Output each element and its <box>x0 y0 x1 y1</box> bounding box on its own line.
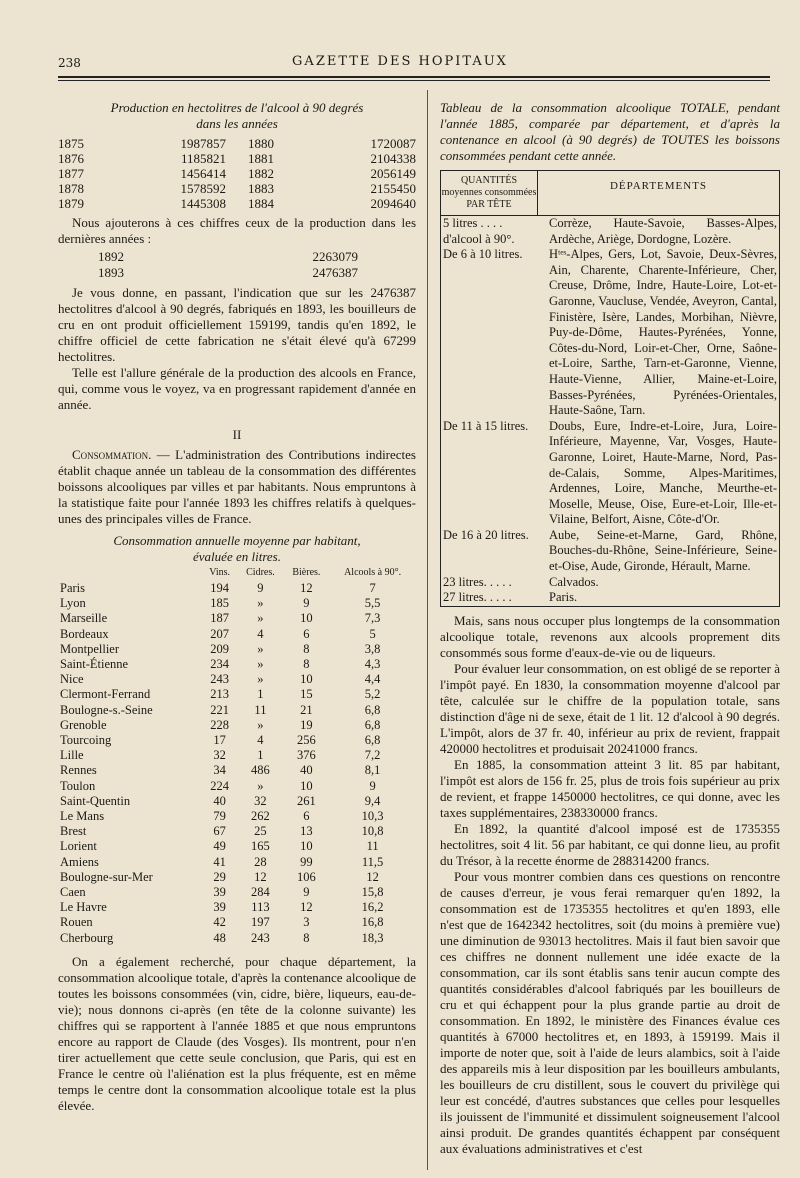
consumption-value: 10,8 <box>361 824 384 839</box>
quantity-header-3: PAR TÊTE <box>466 199 512 210</box>
table-row <box>58 596 416 611</box>
consumption-value: 12 <box>300 581 313 595</box>
table-row <box>58 687 416 702</box>
consumption-value: 39 <box>213 900 226 915</box>
consumption-value: 194 <box>210 581 229 595</box>
consumption-value: » <box>257 657 264 672</box>
production-subtitle: dans les années <box>196 116 278 131</box>
consumption-value: 10 <box>300 778 313 793</box>
paragraph-montrer: Pour vous montrer combien dans ces questions on rencontre de causes d'erreur, je vous ferai remarquer qu'en 1892, la consommation est de 1735355 hectolitres et qu'en 1893, elle n'est que de 1642342 hectolitres, soit (du moins à première vue) une diminution de 93013 hectolitres. Mais il faut bien savoir que ces chiffres ne donnent nullement une idée exacte de la consommation, car ils sont établis sans tenir aucun compte des quantités considérables d'alcool fabriqués par les bouilleurs de cru et qui échappent pour la plus grande partie au droit de consommation. En 1892, le ministère des Finances évalue ces quantités à 67000 hectolitres et, en 1893, à 159199. Mais il importe de noter que, soit à l'aide de leurs alambics, soit à l'aide des appareils mis à leur disposition par les bouilleurs ambulants, les bouilleurs de cru distillent, sous le couvert du privilège qui leur est concédé, d'autres substances que celles pour lesquelles ils jouissent de l'immunité et dissimulent soigneusement l'alcool ainsi produit. De grandes quantités échappent par conséquent aux évaluations administratives et c'est <box>440 868 780 1156</box>
consumption-value: 11 <box>366 839 379 854</box>
consumption-value: 1 <box>257 748 264 763</box>
production-cell-left <box>58 196 226 211</box>
consumption-value: 32 <box>213 748 226 763</box>
paragraph-1885: En 1885, la consommation atteint 3 lit. 85 par habitant, l'impôt est alors de 156 fr. 25, plus de trois fois supérieur au prix de revient, et frappe 1450000 hectolitres, ce qui donne, avec les taxes supplémentaires, 238330000 francs. <box>440 756 780 820</box>
consumption-value: 284 <box>251 885 270 900</box>
department-row <box>441 590 779 606</box>
consumption-value: 9 <box>303 885 310 900</box>
production-year: 1881 <box>248 151 274 166</box>
consumption-value: 221 <box>210 702 229 717</box>
production-table <box>58 136 416 211</box>
quantity-header <box>441 171 538 215</box>
paragraph-vous-donne: Je vous donne, en passant, l'indication que sur les 2476387 hectolitres d'alcool à 90 degrés, fabriqués en 1893, les bouilleurs de cru en ont produit officiellement 159199, tandis qu'en 1892, le chiffre officiel de cette fabrication ne s'était élevé qu'à 67299 hectolitres. <box>58 285 416 364</box>
right-column <box>440 100 780 1157</box>
consumption-value: 8,1 <box>364 763 381 778</box>
consumption-value: 17 <box>213 733 226 748</box>
consumption-value: 185 <box>210 596 229 611</box>
consumption-table-header <box>58 565 416 581</box>
consumption-value: 10 <box>300 839 313 854</box>
consumption-value: 10 <box>300 672 313 687</box>
paragraph-mais: Mais, sans nous occuper plus longtemps de la consommation alcoolique totale, revenons aux alcools proprement dits consommés sous forme d'eaux-de-vie ou de liqueurs. <box>440 612 780 660</box>
city-name: Saint-Étienne <box>60 657 129 672</box>
production-value: 1445308 <box>180 196 226 211</box>
city-name: Rennes <box>60 763 97 778</box>
consumption-value: 12 <box>366 869 379 884</box>
production-cell-right <box>248 166 416 181</box>
consumption-value: 376 <box>297 748 316 763</box>
quantity-cell: 5 litres . . . . d'alcool à 90°. <box>443 216 515 246</box>
consumption-value: 10 <box>300 611 313 626</box>
quantity-cell: 23 litres. . . . . <box>443 574 512 589</box>
production-value: 1578592 <box>180 181 226 196</box>
consumption-value: 12 <box>300 900 313 915</box>
city-name: Amiens <box>60 854 99 869</box>
city-name: Le Mans <box>60 809 105 824</box>
consumption-value: 9,4 <box>364 793 381 808</box>
consumption-value: 4 <box>257 733 264 748</box>
consumption-value: 15 <box>300 687 313 702</box>
production-title: Production en hectolitres de l'alcool à 90 degrés <box>110 100 364 115</box>
consumption-value: 7,3 <box>364 611 381 626</box>
table-row <box>58 824 416 839</box>
header-bieres: Bières. <box>292 567 321 578</box>
city-name: Marseille <box>60 611 108 626</box>
production-cell-left <box>58 151 226 166</box>
city-name: Saint-Quentin <box>60 793 131 808</box>
city-name: Boulogne-sur-Mer <box>60 869 153 884</box>
city-name: Paris <box>60 581 85 595</box>
consumption-value: 67 <box>213 824 226 839</box>
table-row <box>58 900 416 915</box>
consumption-value: 261 <box>297 793 316 808</box>
department-row <box>441 528 779 575</box>
city-name: Boulogne-s.-Seine <box>60 702 153 717</box>
departments-cell: Calvados. <box>549 574 599 589</box>
production-value: 1720087 <box>370 136 416 151</box>
consumption-value: 243 <box>251 930 270 945</box>
city-name: Lorient <box>60 839 97 854</box>
quantity-cell: De 6 à 10 litres. <box>443 247 523 262</box>
table-row <box>58 718 416 733</box>
production-cell-left <box>58 166 226 181</box>
production-year: 1878 <box>58 181 84 196</box>
department-table-body <box>441 216 779 606</box>
consumption-value: 197 <box>251 915 270 930</box>
departments-cell: Corrèze, Haute-Savoie, Basses-Alpes, Ardèche, Ariège, Dordogne, Lozère. <box>549 216 777 246</box>
city-name: Brest <box>60 824 87 839</box>
city-name: Lille <box>60 748 84 763</box>
consumption-value: 21 <box>300 702 313 717</box>
table-row <box>58 794 416 809</box>
consumption-value: 1 <box>257 687 264 702</box>
consumption-value: 262 <box>251 809 270 824</box>
paragraph-ajouterons: Nous ajouterons à ces chiffres ceux de la production dans les dernières années : <box>58 215 416 246</box>
production-value: 2155450 <box>370 181 416 196</box>
table-row <box>58 915 416 930</box>
production-year: 1876 <box>58 151 84 166</box>
consumption-value: 40 <box>213 793 226 808</box>
production-value: 2056149 <box>370 166 416 181</box>
production-cell-left <box>58 181 226 196</box>
production-row <box>58 166 416 181</box>
production-year: 1883 <box>248 181 274 196</box>
table-row <box>58 672 416 687</box>
page-header <box>58 52 742 74</box>
consumption-value: 34 <box>213 763 226 778</box>
consumption-value: 5,5 <box>364 596 381 611</box>
consumption-value: 9 <box>369 778 376 793</box>
consumption-value: » <box>257 641 264 656</box>
city-name: Montpellier <box>60 641 120 656</box>
quantity-cell: 27 litres. . . . . <box>443 590 512 605</box>
consumption-value: 39 <box>213 885 226 900</box>
production-year: 1879 <box>58 196 84 211</box>
production-row <box>58 181 416 196</box>
consumption-value: 16,2 <box>361 900 384 915</box>
city-name: Tourcoing <box>60 733 112 748</box>
consumption-value: 7 <box>369 581 376 595</box>
department-row <box>441 419 779 528</box>
recent-value: 2263079 <box>312 249 358 264</box>
departments-header: DÉPARTEMENTS <box>609 180 708 192</box>
consumption-value: 29 <box>213 869 226 884</box>
table-row <box>58 642 416 657</box>
consumption-value: 42 <box>213 915 226 930</box>
consumption-value: 6 <box>303 809 310 824</box>
city-name: Le Havre <box>60 900 107 915</box>
table-row <box>58 581 416 596</box>
production-cell-left <box>58 136 226 151</box>
consumption-table-title: Consommation annuelle moyenne par habitant, <box>113 533 361 548</box>
city-name: Bordeaux <box>60 626 109 641</box>
table-row <box>58 870 416 885</box>
paragraph-evaluer: Pour évaluer leur consommation, on est obligé de se reporter à l'impôt payé. En 1830, la consommation moyenne d'alcool par tête, calculée sur le chiffre de la population totale, sans distinction d'âge ni de sexe, était de 1 lit. 12 d'alcool à 90 degrés. L'impôt, alors de 37 fr. 40, inférieur au prix de revient, frappait 420000 hectolitres et produisait 20241000 francs. <box>440 660 780 756</box>
city-name: Cherbourg <box>60 930 114 945</box>
production-row <box>58 136 416 151</box>
consumption-value: 224 <box>210 778 229 793</box>
consumption-value: » <box>257 611 264 626</box>
department-row <box>441 575 779 591</box>
consommation-lead: Consommation. <box>72 447 152 462</box>
consumption-value: 49 <box>213 839 226 854</box>
consumption-value: 99 <box>300 854 313 869</box>
table-row <box>58 779 416 794</box>
consumption-value: 8 <box>303 657 310 672</box>
consumption-value: 32 <box>254 793 267 808</box>
paragraph-recherche: On a également recherché, pour chaque département, la consommation alcoolique totale, d'après la contenance alcoolique de toutes les boissons consommées (vin, cidre, bière, liqueurs, eau-de-vie); nous donnons ci-après (en tête de la colonne suivante) les chiffres qui se rapportent à l'année 1885 et que nous empruntons encore au rapport de Claude (des Vosges). Ils montrent, pour n'en tirer actuellement que cette seule conclusion, que Paris, qui est en France le centre où l'aliénation est la plus fréquente, est en même temps le centre dont la consommation alcoolique totale est la plus élevée. <box>58 953 416 1113</box>
quantity-header-1: QUANTITÉS <box>460 175 518 186</box>
recent-production-table <box>58 249 416 281</box>
city-name: Rouen <box>60 915 93 930</box>
consumption-value: 15,8 <box>361 885 384 900</box>
consumption-value: 12 <box>254 869 267 884</box>
consumption-value: 11 <box>254 702 267 717</box>
consumption-value: 106 <box>297 869 316 884</box>
department-row <box>441 247 779 419</box>
city-name: Nice <box>60 672 84 687</box>
consumption-value: 6,8 <box>364 717 381 732</box>
departments-cell: Doubs, Eure, Indre-et-Loire, Jura, Loire-Inférieure, Mayenne, Var, Vosges, Haute-Garonne, Loiret, Haute-Marne, Nord, Pas-de-Calais, Somme, Alpes-Maritimes, Ardennes, Loire, Manche, Meurthe-et-Moselle, Meuse, Oise, Eure-et-Loir, Ille-et-Vilaine, Belfort, Aisne, Côte-d'Or. <box>549 418 777 527</box>
table-row <box>58 931 416 946</box>
consumption-value: 13 <box>300 824 313 839</box>
consumption-value: 40 <box>300 763 313 778</box>
header-alcools: Alcools à 90°. <box>344 567 402 578</box>
table-row <box>58 611 416 626</box>
header-city <box>58 565 202 581</box>
consumption-value: 3,8 <box>364 641 381 656</box>
paragraph-1892: En 1892, la quantité d'alcool imposé est de 1735355 hectolitres, soit 4 lit. 56 par habitant, ce qui donne lieu, au profit du Trésor, à la recette énorme de 288314200 francs. <box>440 820 780 868</box>
city-name: Lyon <box>60 596 86 611</box>
consumption-value: 165 <box>251 839 270 854</box>
consumption-value: 234 <box>210 657 229 672</box>
recent-row <box>58 265 358 281</box>
production-value: 1987857 <box>180 136 226 151</box>
production-cell-right <box>248 151 416 166</box>
consumption-value: 79 <box>213 809 226 824</box>
column-separator <box>427 90 428 1170</box>
consumption-value: 8 <box>303 641 310 656</box>
production-value: 1456414 <box>180 166 226 181</box>
tableau-title: Tableau de la consommation alcoolique TOTALE, pendant l'année 1885, comparée par département, et d'après la contenance en alcool (à 90 degrés) de TOUTES les boissons consommées pendant cette année. <box>440 100 780 163</box>
consumption-value: 113 <box>251 900 270 915</box>
consommation-text: — L'administration des Contributions indirectes établit chaque année un tableau de la consommation des différentes boissons alcooliques par villes et par habitants. Nous empruntons à la statistique faite pour l'année 1893 les chiffres relatifs à quelques-unes des principales villes de France. <box>58 447 416 526</box>
recent-value: 2476387 <box>312 265 358 280</box>
consumption-value: 6,8 <box>364 702 381 717</box>
production-year: 1884 <box>248 196 274 211</box>
table-row <box>58 855 416 870</box>
recent-row <box>58 249 358 265</box>
recent-year: 1892 <box>98 249 124 264</box>
page-number: 238 <box>58 56 81 70</box>
consumption-value: 243 <box>210 672 229 687</box>
consumption-value: 11,5 <box>361 854 384 869</box>
consumption-value: 6 <box>303 626 310 641</box>
consumption-value: 28 <box>254 854 267 869</box>
city-name: Clermont-Ferrand <box>60 687 151 702</box>
consumption-value: 7,2 <box>364 748 381 763</box>
production-cell-right <box>248 136 416 151</box>
consumption-value: 10,3 <box>361 809 384 824</box>
consumption-value: 207 <box>210 626 229 641</box>
consumption-value: 18,3 <box>361 930 384 945</box>
table-row <box>58 763 416 778</box>
consumption-value: 256 <box>297 733 316 748</box>
departments-cell: Paris. <box>549 590 578 605</box>
consumption-value: 41 <box>213 854 226 869</box>
table-row <box>58 748 416 763</box>
production-row <box>58 151 416 166</box>
consumption-value: 6,8 <box>364 733 381 748</box>
quantity-header-2: moyennes consommées <box>441 187 537 198</box>
production-year: 1880 <box>248 136 274 151</box>
consumption-table <box>58 565 416 946</box>
header-vins: Vins. <box>209 567 231 578</box>
production-row <box>58 196 416 211</box>
consumption-value: 9 <box>303 596 310 611</box>
table-row <box>58 627 416 642</box>
city-name: Caen <box>60 885 86 900</box>
production-value: 1185821 <box>180 151 226 166</box>
table-row <box>58 885 416 900</box>
consumption-value: 25 <box>254 824 267 839</box>
departments-cell: Aube, Seine-et-Marne, Gard, Rhône, Bouches-du-Rhône, Seine-Inférieure, Seine-et-Oise, Aude, Gironde, Hérault, Marne. <box>549 527 777 574</box>
left-column <box>58 100 416 1114</box>
journal-title: GAZETTE DES HOPITAUX <box>292 54 508 69</box>
consumption-value: 187 <box>210 611 229 626</box>
consumption-value: 4,4 <box>364 672 381 687</box>
city-name: Grenoble <box>60 717 107 732</box>
production-cell-right <box>248 181 416 196</box>
production-year: 1882 <box>248 166 274 181</box>
department-table-header <box>441 171 779 216</box>
consumption-value: 228 <box>210 717 229 732</box>
table-row <box>58 657 416 672</box>
departments-cell: Hᵗᵉˢ-Alpes, Gers, Lot, Savoie, Deux-Sèvres, Ain, Charente, Charente-Inférieure, Cher, Creuse, Drôme, Indre, Haute-Loire, Lot-et-Garonne, Vaucluse, Vendée, Aveyron, Cantal, Finistère, Isère, Landes, Morbihan, Nièvre, Puy-de-Dôme, Hautes-Pyrénées, Yonne, Côtes-du-Nord, Loir-et-Cher, Orne, Saône-et-Loire, Sarthe, Tarn-et-Garonne, Vienne, Haute-Vienne, Allier, Maine-et-Loire, Basses-Pyrénées, Pyrénées-Orientales, Haute-Saône, Tarn. <box>549 247 777 418</box>
production-value: 2094640 <box>370 196 416 211</box>
table-row <box>58 733 416 748</box>
production-year: 1877 <box>58 166 84 181</box>
header-cidres: Cidres. <box>246 567 275 578</box>
table-row <box>58 839 416 854</box>
consumption-value: » <box>257 672 264 687</box>
consumption-value: » <box>257 717 264 732</box>
quantity-cell: De 16 à 20 litres. <box>443 527 529 542</box>
consumption-value: 16,8 <box>361 915 384 930</box>
department-row <box>441 216 779 247</box>
production-year: 1875 <box>58 136 84 151</box>
consumption-value: 4,3 <box>364 657 381 672</box>
consumption-value: 19 <box>300 717 313 732</box>
city-name: Toulon <box>60 778 96 793</box>
paragraph-consommation <box>58 447 416 527</box>
consumption-value: 8 <box>303 930 310 945</box>
paragraph-allure: Telle est l'allure générale de la production des alcools en France, qui, comme vous le voyez, va en progressant rapidement d'année en année. <box>58 365 416 412</box>
consumption-value: » <box>257 778 264 793</box>
table-row <box>58 809 416 824</box>
production-cell-right <box>248 196 416 211</box>
header-rule-thin <box>58 80 770 81</box>
recent-year: 1893 <box>98 265 124 280</box>
consumption-value: 3 <box>303 915 310 930</box>
quantity-cell: De 11 à 15 litres. <box>443 418 529 433</box>
consumption-value: 48 <box>213 930 226 945</box>
consumption-value: 4 <box>257 626 264 641</box>
department-table <box>440 170 780 607</box>
consumption-value: 5 <box>369 626 376 641</box>
consumption-value: 213 <box>210 687 229 702</box>
consumption-table-subtitle: évaluée en litres. <box>193 549 281 564</box>
production-value: 2104338 <box>370 151 416 166</box>
consumption-value: 209 <box>210 641 229 656</box>
section-number: II <box>232 427 242 442</box>
header-rule <box>58 76 770 78</box>
consumption-value: » <box>257 596 264 611</box>
consumption-value: 9 <box>257 581 264 595</box>
consumption-value: 486 <box>251 763 270 778</box>
consumption-value: 5,2 <box>364 687 381 702</box>
table-row <box>58 703 416 718</box>
